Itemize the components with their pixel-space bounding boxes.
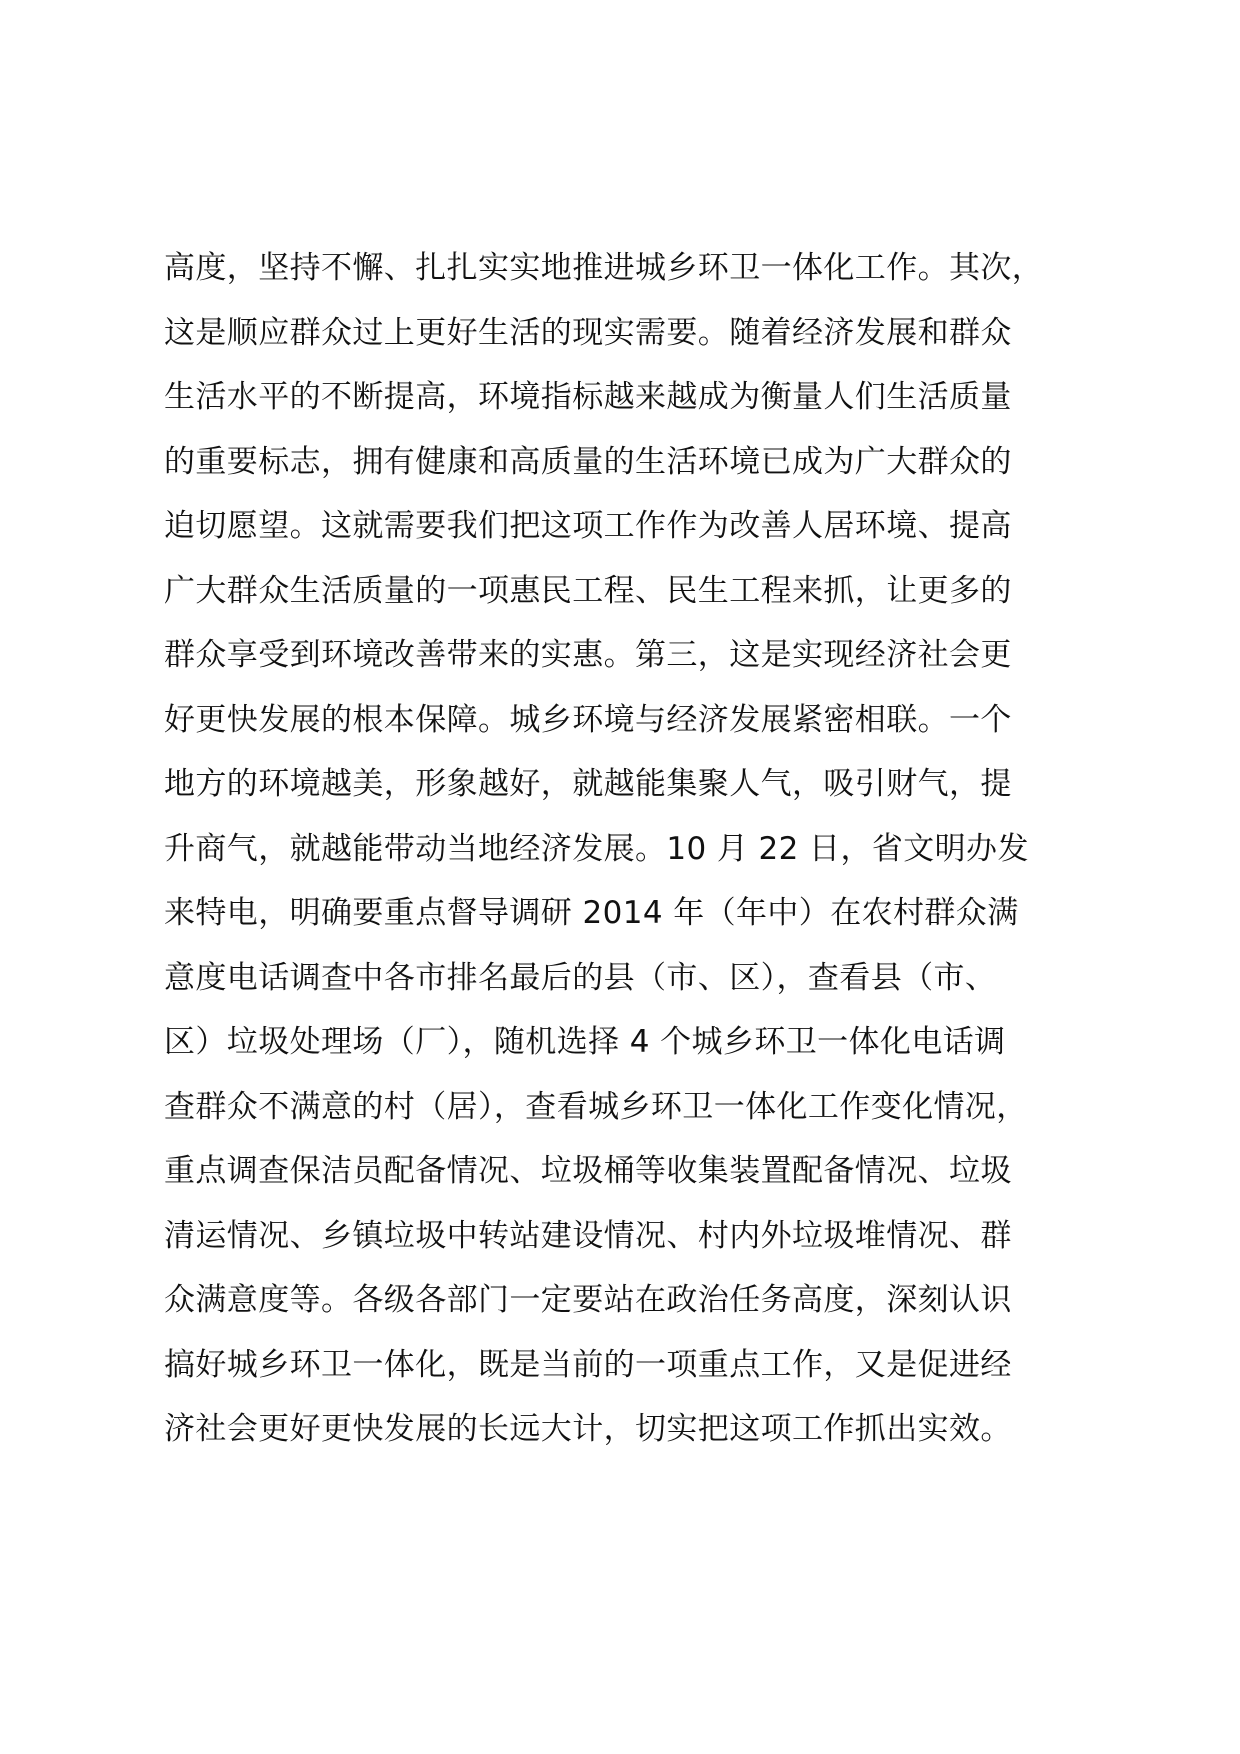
text-line: 高度，坚持不懈、扎扎实实地推进城乡环卫一体化工作。其次， xyxy=(164,250,1044,286)
text-line: 来特电，明确要重点督导调研 2014 年（年中）在农村群众满 xyxy=(164,895,1019,931)
text-line: 意度电话调查中各市排名最后的县（市、区），查看县（市、 xyxy=(164,959,997,996)
text-line: 广大群众生活质量的一项惠民工程、民生工程来抓，让更多的 xyxy=(164,572,1012,609)
text-line: 地方的环境越美，形象越好，就越能集聚人气，吸引财气，提 xyxy=(164,766,1012,802)
text-line: 清运情况、乡镇垃圾中转站建设情况、村内外垃圾堆情况、群 xyxy=(164,1217,1012,1254)
text-line: 搞好城乡环卫一体化，既是当前的一项重点工作，又是促进经 xyxy=(164,1346,1012,1383)
text-line: 这是顺应群众过上更好生活的现实需要。随着经济发展和群众 xyxy=(164,314,1012,351)
text-line: 升商气，就越能带动当地经济发展。10 月 22 日，省文明办发 xyxy=(164,830,1029,867)
text-line: 众满意度等。各级各部门一定要站在政治任务高度，深刻认识 xyxy=(164,1282,1012,1318)
text-line: 区）垃圾处理场（厂），随机选择 4 个城乡环卫一体化电话调 xyxy=(164,1024,1006,1060)
text-line: 的重要标志，拥有健康和高质量的生活环境已成为广大群众的 xyxy=(164,443,1012,480)
text-line: 好更快发展的根本保障。城乡环境与经济发展紧密相联。一个 xyxy=(164,701,1012,738)
text-line: 济社会更好更快发展的长远大计，切实把这项工作抓出实效。 xyxy=(164,1411,1012,1447)
text-line: 重点调查保洁员配备情况、垃圾桶等收集装置配备情况、垃圾 xyxy=(164,1153,1012,1189)
text-line: 群众享受到环境改善带来的实惠。第三，这是实现经济社会更 xyxy=(164,637,1012,673)
text-line: 生活水平的不断提高，环境指标越来越成为衡量人们生活质量 xyxy=(164,379,1012,415)
text-line: 查群众不满意的村（居），查看城乡环卫一体化工作变化情况， xyxy=(164,1088,1028,1125)
body-paragraph xyxy=(164,236,1124,1462)
text-line: 迫切愿望。这就需要我们把这项工作作为改善人居环境、提高 xyxy=(164,508,1012,544)
